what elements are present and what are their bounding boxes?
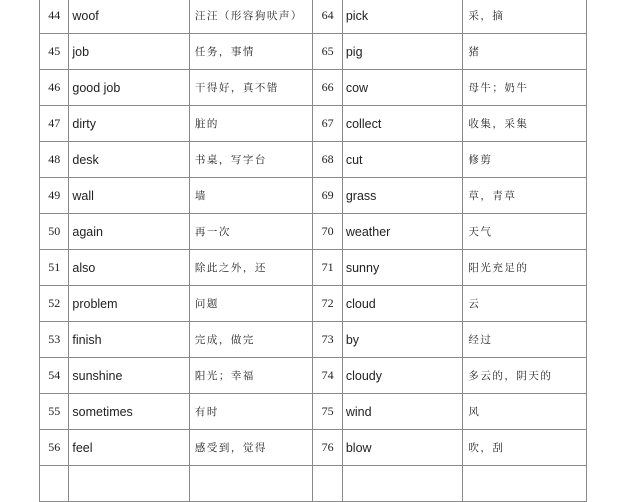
word-number: 44 <box>40 0 69 34</box>
word-number: 45 <box>40 34 69 70</box>
chinese-meaning: 风 <box>463 394 587 430</box>
chinese-meaning: 天气 <box>463 214 587 250</box>
english-word: feel <box>69 430 190 466</box>
word-number: 64 <box>313 0 342 34</box>
chinese-meaning <box>463 466 587 502</box>
chinese-meaning: 修剪 <box>463 142 587 178</box>
word-number: 48 <box>40 142 69 178</box>
english-word <box>342 466 463 502</box>
table-row <box>40 250 587 286</box>
chinese-meaning: 书桌，写字台 <box>189 142 313 178</box>
chinese-meaning: 除此之外，还 <box>189 250 313 286</box>
english-word: cow <box>342 70 463 106</box>
word-number: 56 <box>40 430 69 466</box>
chinese-meaning: 吹，刮 <box>463 430 587 466</box>
word-number <box>40 466 69 502</box>
english-word: woof <box>69 0 190 34</box>
english-word: wall <box>69 178 190 214</box>
english-word: grass <box>342 178 463 214</box>
word-number: 76 <box>313 430 342 466</box>
table-row <box>40 286 587 322</box>
english-word: again <box>69 214 190 250</box>
table-row <box>40 142 587 178</box>
vocabulary-table-body <box>40 0 587 502</box>
english-word: finish <box>69 322 190 358</box>
word-number: 67 <box>313 106 342 142</box>
word-number: 51 <box>40 250 69 286</box>
english-word: also <box>69 250 190 286</box>
english-word <box>69 466 190 502</box>
english-word: sometimes <box>69 394 190 430</box>
chinese-meaning: 墙 <box>189 178 313 214</box>
chinese-meaning: 汪汪（形容狗吠声） <box>189 0 313 34</box>
chinese-meaning: 再一次 <box>189 214 313 250</box>
english-word: job <box>69 34 190 70</box>
word-number: 70 <box>313 214 342 250</box>
table-row <box>40 394 587 430</box>
table-row <box>40 106 587 142</box>
chinese-meaning: 云 <box>463 286 587 322</box>
word-number: 71 <box>313 250 342 286</box>
english-word: dirty <box>69 106 190 142</box>
table-row <box>40 430 587 466</box>
table-row <box>40 322 587 358</box>
chinese-meaning: 阳光充足的 <box>463 250 587 286</box>
english-word: weather <box>342 214 463 250</box>
word-number: 65 <box>313 34 342 70</box>
chinese-meaning: 问题 <box>189 286 313 322</box>
english-word: blow <box>342 430 463 466</box>
word-number: 73 <box>313 322 342 358</box>
english-word: pig <box>342 34 463 70</box>
english-word: cut <box>342 142 463 178</box>
vocabulary-table <box>39 0 587 502</box>
english-word: collect <box>342 106 463 142</box>
chinese-meaning: 母牛；奶牛 <box>463 70 587 106</box>
chinese-meaning: 有时 <box>189 394 313 430</box>
english-word: sunshine <box>69 358 190 394</box>
chinese-meaning: 经过 <box>463 322 587 358</box>
english-word: pick <box>342 0 463 34</box>
table-row <box>40 358 587 394</box>
word-number: 46 <box>40 70 69 106</box>
english-word: sunny <box>342 250 463 286</box>
chinese-meaning: 多云的，阴天的 <box>463 358 587 394</box>
word-number: 74 <box>313 358 342 394</box>
english-word: wind <box>342 394 463 430</box>
chinese-meaning: 脏的 <box>189 106 313 142</box>
chinese-meaning: 采，摘 <box>463 0 587 34</box>
word-number: 47 <box>40 106 69 142</box>
table-row <box>40 0 587 34</box>
table-row <box>40 70 587 106</box>
word-number: 55 <box>40 394 69 430</box>
english-word: desk <box>69 142 190 178</box>
word-number: 68 <box>313 142 342 178</box>
table-row <box>40 178 587 214</box>
word-number: 54 <box>40 358 69 394</box>
chinese-meaning: 草，青草 <box>463 178 587 214</box>
word-number: 49 <box>40 178 69 214</box>
table-row <box>40 466 587 502</box>
word-number: 66 <box>313 70 342 106</box>
chinese-meaning: 收集，采集 <box>463 106 587 142</box>
chinese-meaning: 感受到，觉得 <box>189 430 313 466</box>
word-number: 72 <box>313 286 342 322</box>
word-number <box>313 466 342 502</box>
word-number: 69 <box>313 178 342 214</box>
word-number: 50 <box>40 214 69 250</box>
chinese-meaning: 干得好，真不错 <box>189 70 313 106</box>
chinese-meaning: 猪 <box>463 34 587 70</box>
table-row <box>40 34 587 70</box>
english-word: good job <box>69 70 190 106</box>
english-word: cloud <box>342 286 463 322</box>
word-number: 75 <box>313 394 342 430</box>
english-word: problem <box>69 286 190 322</box>
table-row <box>40 214 587 250</box>
chinese-meaning: 阳光；幸福 <box>189 358 313 394</box>
english-word: cloudy <box>342 358 463 394</box>
chinese-meaning: 任务，事情 <box>189 34 313 70</box>
word-number: 52 <box>40 286 69 322</box>
chinese-meaning: 完成，做完 <box>189 322 313 358</box>
english-word: by <box>342 322 463 358</box>
chinese-meaning <box>189 466 313 502</box>
word-number: 53 <box>40 322 69 358</box>
